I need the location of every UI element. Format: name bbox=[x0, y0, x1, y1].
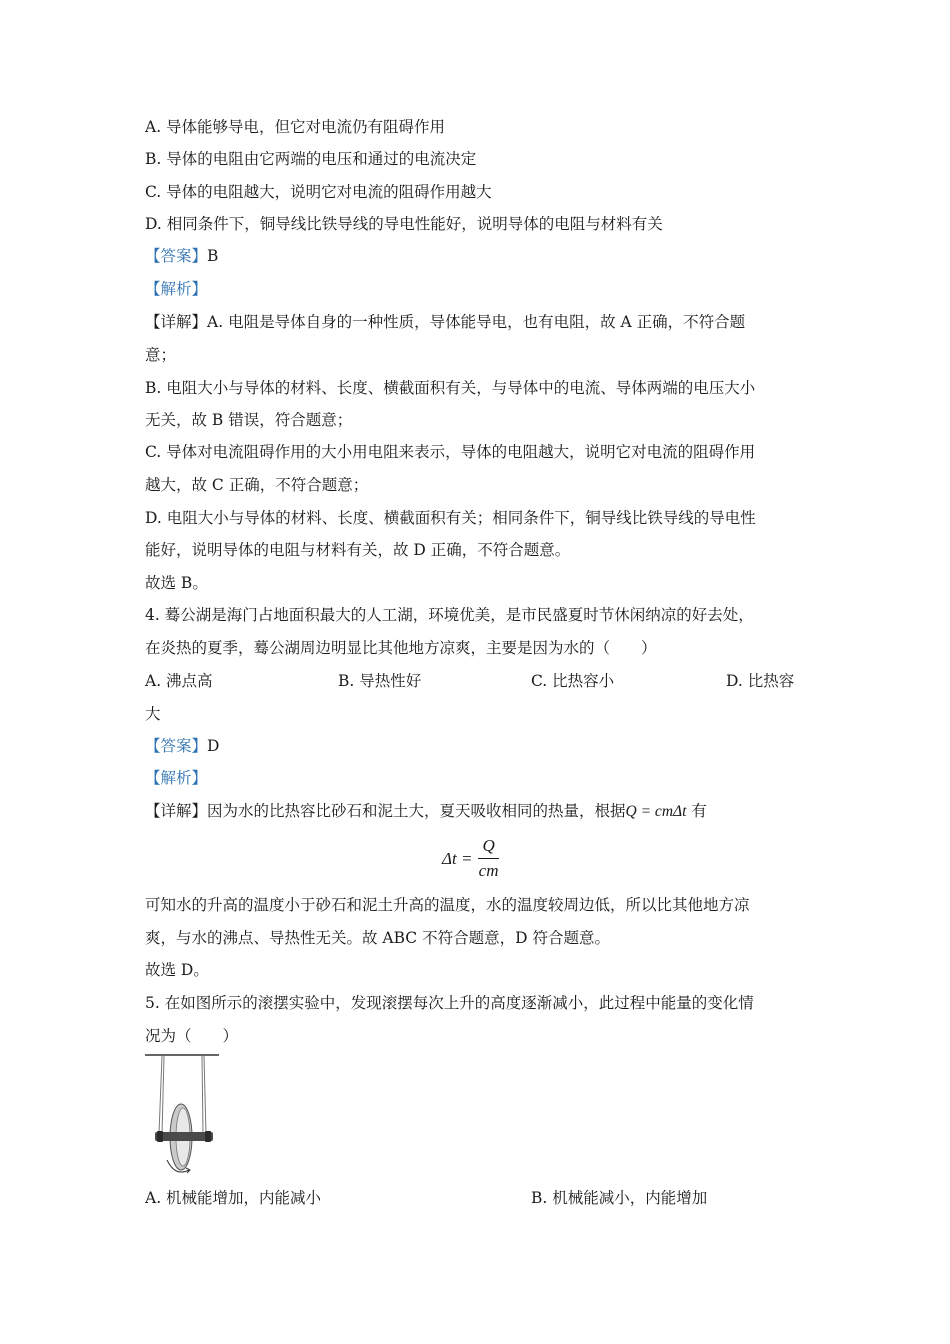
q4-detail-3: 爽，与水的沸点、导热性无关。故 ABC 不符合题意，D 符合题意。 bbox=[145, 929, 610, 947]
formula-fraction bbox=[478, 836, 498, 881]
q4-option-d-cont: 大 bbox=[145, 705, 161, 723]
q4-detail-1 bbox=[145, 801, 707, 822]
q4-conclusion: 故选 D。 bbox=[145, 961, 209, 979]
q4-analysis-tag: 【解析】 bbox=[145, 769, 208, 787]
answer-value: D bbox=[207, 737, 220, 755]
q3-detail-5: C. 导体对电流阻碍作用的大小用电阻来表示，导体的电阻越大，说明它对电流的阻碍作用 bbox=[145, 443, 756, 461]
q4-option-c: C. 比热容小 bbox=[531, 672, 615, 690]
q5-stem-1: 5. 在如图所示的滚摆实验中，发现滚摆每次上升的高度逐渐减小，此过程中能量的变化情 bbox=[145, 994, 754, 1012]
q3-detail-8: 能好，说明导体的电阻与材料有关，故 D 正确，不符合题意。 bbox=[145, 541, 571, 559]
q4-option-d: D. 比热容 bbox=[726, 672, 795, 690]
q3-detail-2: 意； bbox=[145, 346, 177, 364]
detail-tag: 【详解】 bbox=[145, 313, 208, 331]
maxwell-pendulum-figure bbox=[145, 1052, 225, 1182]
q3-detail-7: D. 电阻大小与导体的材料、长度、横截面积有关；相同条件下，铜导线比铁导线的导电性 bbox=[145, 509, 756, 527]
detail-text: 因为水的比热容比砂石和泥土大，夏天吸收相同的热量，根据 bbox=[207, 802, 626, 820]
q3-analysis-tag: 【解析】 bbox=[145, 280, 208, 298]
q4-answer bbox=[145, 736, 219, 756]
detail-text: A. 电阻是导体自身的一种性质，导体能导电，也有电阻，故 A 正确，不符合题 bbox=[207, 313, 746, 331]
detail-text-end: 有 bbox=[686, 802, 707, 820]
q5-option-a: A. 机械能增加，内能减小 bbox=[145, 1189, 322, 1207]
formula-lhs: Δt = bbox=[442, 848, 473, 868]
q3-option-c: C. 导体的电阻越大，说明它对电流的阻碍作用越大 bbox=[145, 183, 492, 201]
q3-detail-6: 越大，故 C 正确，不符合题意； bbox=[145, 476, 369, 494]
answer-value: B bbox=[207, 247, 219, 265]
q5-option-b: B. 机械能减小，内能增加 bbox=[531, 1189, 708, 1207]
q3-detail-3: B. 电阻大小与导体的材料、长度、横截面积有关，与导体中的电流、导体两端的电压大小 bbox=[145, 379, 756, 397]
heat-formula bbox=[442, 836, 499, 881]
formula-numerator: Q bbox=[478, 836, 498, 859]
q4-option-b: B. 导热性好 bbox=[338, 672, 422, 690]
detail-tag: 【详解】 bbox=[145, 802, 208, 820]
answer-tag: 【答案】 bbox=[145, 247, 208, 265]
q4-stem-1: 4. 蓦公湖是海门占地面积最大的人工湖，环境优美，是市民盛夏时节休闲纳凉的好去处， bbox=[145, 606, 754, 624]
answer-tag: 【答案】 bbox=[145, 737, 208, 755]
q4-option-a: A. 沸点高 bbox=[145, 672, 213, 690]
formula-denominator: cm bbox=[478, 861, 499, 880]
q4-stem-2: 在炎热的夏季，蓦公湖周边明显比其他地方凉爽，主要是因为水的（ ） bbox=[145, 639, 657, 657]
q3-detail-1 bbox=[145, 312, 745, 332]
q3-option-b: B. 导体的电阻由它两端的电压和通过的电流决定 bbox=[145, 150, 477, 168]
inline-formula: Q = cmΔt bbox=[625, 803, 687, 820]
q5-stem-2: 况为（ ） bbox=[145, 1027, 239, 1045]
q3-conclusion: 故选 B。 bbox=[145, 574, 208, 592]
q3-option-d: D. 相同条件下，铜导线比铁导线的导电性能好，说明导体的电阻与材料有关 bbox=[145, 215, 663, 233]
q4-detail-2: 可知水的升高的温度小于砂石和泥土升高的温度，水的温度较周边低，所以比其他地方凉 bbox=[145, 896, 750, 914]
q3-answer bbox=[145, 246, 218, 266]
q3-option-a: A. 导体能够导电，但它对电流仍有阻碍作用 bbox=[145, 118, 446, 136]
q3-detail-4: 无关，故 B 错误，符合题意； bbox=[145, 411, 353, 429]
